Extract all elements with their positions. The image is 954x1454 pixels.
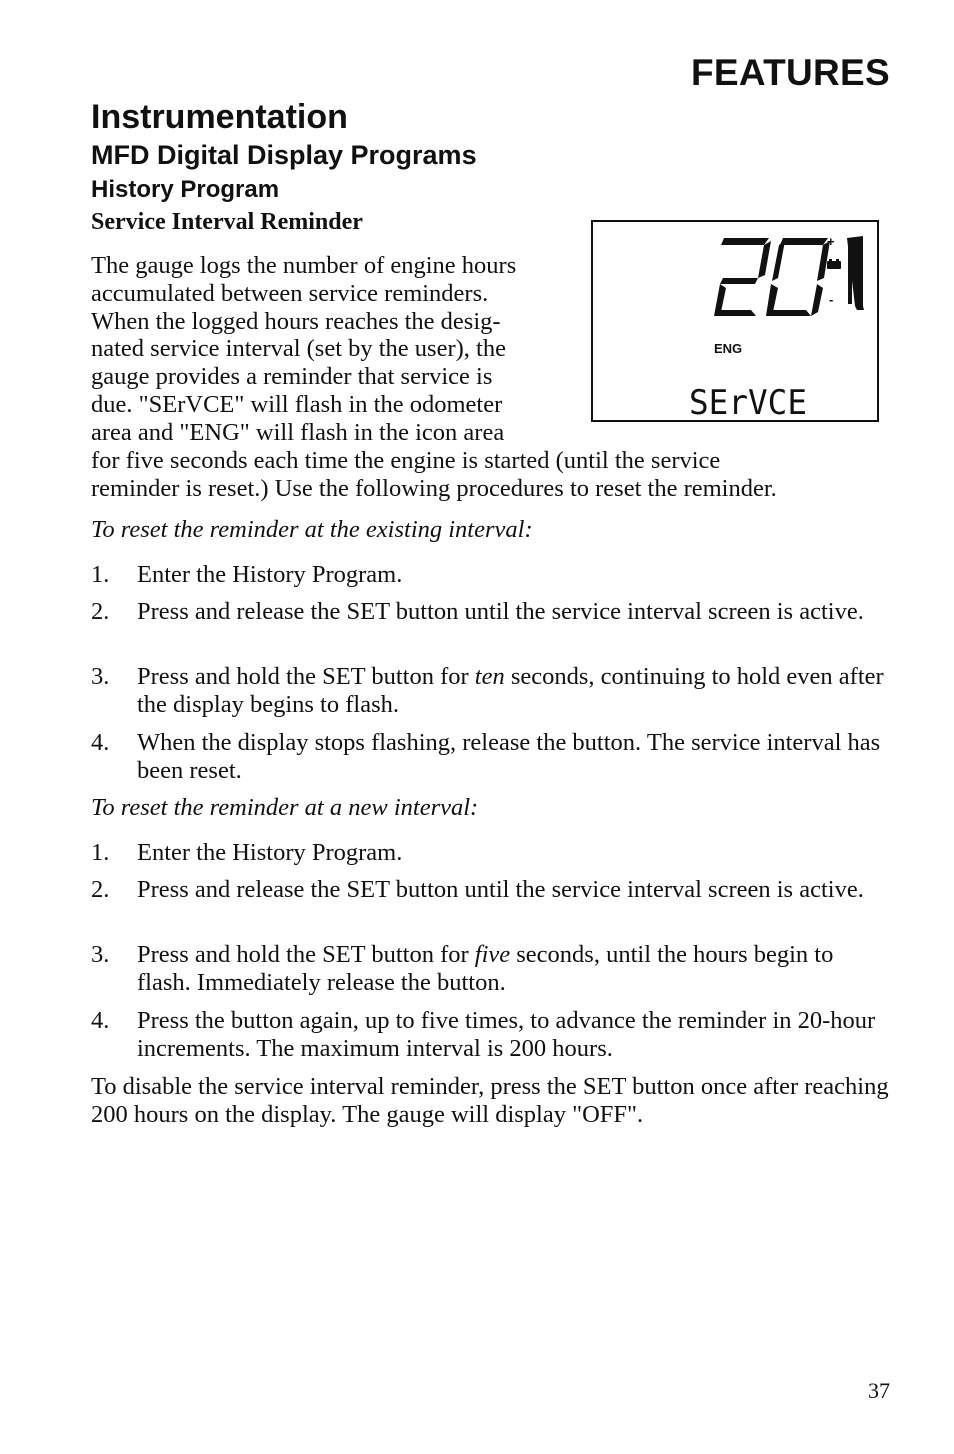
procedure-existing-step-1: 1. Enter the History Program. [91,561,403,588]
chapter-title: FEATURES [690,52,890,93]
odometer-text: SErVCE [689,383,807,420]
battery-icon [827,259,841,269]
page-number: 37 [868,1378,890,1403]
lcd-digit-2 [714,238,771,316]
intro-line: accumulated between service reminders. [91,279,489,307]
eng-icon-label: ENG [714,341,743,356]
program-title: History Program [91,176,280,203]
lcd-display-figure [591,220,879,422]
intro-line: gauge provides a reminder that service is [91,363,493,391]
procedure-new-step-2: 2. Press and release the SET button until the service interval screen is active. [91,876,864,903]
closing-paragraph: To disable the service interval reminder, press the SET button once after reaching 200 hours on the display. The gauge will display "OFF". [91,1073,889,1128]
procedure-existing-step-3: 3. Press and hold the SET button for ten seconds, continuing to hold even after the display begins to flash. [91,663,884,718]
procedure-existing-heading: To reset the reminder at the existing interval: [91,516,533,543]
intro-line: due. "SErVCE" will flash in the odometer [91,390,503,418]
lcd-digit-0 [766,238,830,316]
procedure-existing-step-4: 4. When the display stops flashing, release the button. The service interval has been reset. [91,729,881,784]
lcd-display-drawing [593,222,877,420]
plus-sign: + [827,234,835,249]
bar-gauge [847,236,864,310]
intro-line: The gauge logs the number of engine hours [91,252,517,279]
intro-paragraph-wrapped [91,252,651,447]
procedure-new-step-3: 3. Press and hold the SET button for five seconds, until the hours begin to flash. Immediately release the button. [91,941,834,996]
procedure-new-step-4: 4. Press the button again, up to five times, to advance the reminder in 20-hour increments. The maximum interval is 200 hours. [91,1007,876,1062]
intro-line: for five seconds each time the engine is started (until the service [91,447,721,474]
minus-sign: - [829,292,834,307]
procedure-new-heading: To reset the reminder at a new interval: [91,794,479,821]
procedure-existing-step-2: 2. Press and release the SET button until the service interval screen is active. [91,598,864,625]
procedure-new-step-1: 1. Enter the History Program. [91,839,403,866]
subsection-title: MFD Digital Display Programs [91,140,477,170]
intro-line: reminder is reset.) Use the following procedures to reset the reminder. [91,474,777,502]
section-title: Instrumentation [91,98,348,136]
intro-line: nated service interval (set by the user), the [91,335,506,363]
intro-line: When the logged hours reaches the desig- [91,307,501,335]
intro-paragraph-full [91,447,891,503]
topic-title: Service Interval Reminder [91,209,363,235]
intro-line: area and "ENG" will flash in the icon area [91,418,505,446]
